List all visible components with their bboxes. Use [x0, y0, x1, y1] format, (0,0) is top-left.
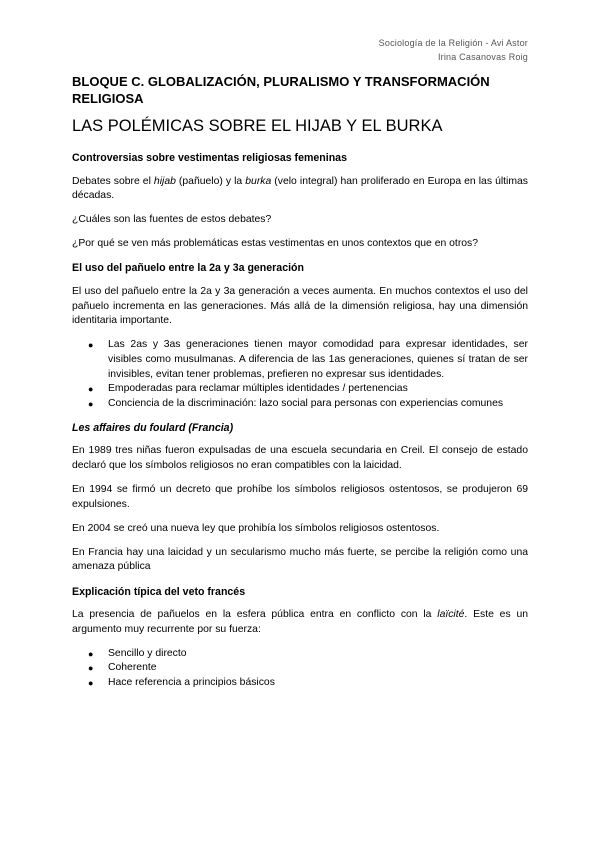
paragraph-question-1: ¿Cuáles son las fuentes de estos debates? — [72, 214, 272, 226]
text-italic-hijab: hijab — [153, 175, 176, 187]
paragraph-1994: En 1994 se firmó un decreto que prohíbe los símbolos religiosos ostentosos, se produjeron 69 expulsiones. — [72, 484, 528, 510]
text-run: Debates sobre el — [72, 175, 154, 187]
paragraph-1989: En 1989 tres niñas fueron expulsadas de una escuela secundaria en Creil. El consejo de estado declaró que los símbolos religiosos no eran compatibles con la laicidad. — [72, 445, 528, 471]
bullet-icon: ● — [88, 340, 94, 351]
bullet-list-generaciones — [72, 338, 528, 411]
list-item — [72, 338, 528, 382]
bullet-icon: ● — [88, 398, 94, 409]
bullet-icon: ● — [88, 648, 94, 659]
bullet-list-argumento — [72, 647, 528, 691]
page-header — [379, 36, 528, 64]
list-item-text: Conciencia de la discriminación: lazo social para personas con experiencias comunes — [108, 397, 504, 409]
paragraph-question-2: ¿Por qué se ven más problemáticas estas vestimentas en unos contextos que en otros? — [72, 238, 479, 250]
text-italic-laicite: laïcité — [437, 609, 465, 621]
bullet-icon: ● — [88, 663, 94, 674]
text-run: (pañuelo) y la — [175, 175, 246, 187]
text-run: La presencia de pañuelos en la esfera pública entra en conflicto con la — [72, 609, 438, 621]
text-italic-burka: burka — [245, 175, 272, 187]
list-item — [72, 647, 528, 662]
bullet-icon: ● — [88, 384, 94, 395]
list-item-text: Coherente — [108, 662, 157, 674]
list-item — [72, 661, 528, 676]
section-heading-affaires: Les affaires du foulard (Francia) — [72, 421, 234, 434]
paragraph-francia: En Francia hay una laicidad y un secularismo mucho más fuerte, se percibe la religión como una amenaza pública — [72, 546, 528, 573]
block-title: BLOQUE C. GLOBALIZACIÓN, PLURALISMO Y TRANSFORMACIÓN RELIGIOSA — [72, 74, 490, 106]
list-item-text: Las 2as y 3as generaciones tienen mayor comodidad para expresar identidades, ser visibles como musulmanas. A diferencia de las 1as generaciones, quienes sí tratan de ser invisibles, evitan tener problemas, prefieren no expresar sus identidades. — [108, 339, 528, 380]
paragraph-uso-panuelo: El uso del pañuelo entre la 2a y 3a generación a veces aumenta. En muchos contextos el uso del pañuelo incrementa en las generaciones. Más allá de la dimensión religiosa, hay una dimensión identitaria importante. — [72, 286, 528, 327]
main-title: LAS POLÉMICAS SOBRE EL HIJAB Y EL BURKA — [72, 117, 443, 135]
list-item — [72, 397, 528, 412]
text-run: (velo integral) han proliferado en Europa en las últimas décadas. — [72, 175, 528, 202]
paragraph-2004: En 2004 se creó una nueva ley que prohibía los símbolos religiosos ostentosos. — [72, 522, 440, 534]
section-heading-controversias: Controversias sobre vestimentas religiosas femeninas — [72, 152, 347, 164]
list-item — [72, 382, 528, 397]
header-course: Sociología de la Religión - Avi Astor — [378, 38, 528, 48]
section-heading-panuelo: El uso del pañuelo entre la 2a y 3a generación — [72, 262, 304, 275]
bullet-icon: ● — [88, 678, 94, 689]
section-heading-veto: Explicación típica del veto francés — [72, 585, 246, 598]
header-author: Irina Casanovas Roig — [437, 52, 528, 62]
list-item-text: Hace referencia a principios básicos — [108, 677, 275, 689]
paragraph-laicite — [72, 608, 528, 637]
list-item-text: Sencillo y directo — [108, 647, 187, 659]
text-run: . Este es un argumento muy recurrente por su fuerza: — [72, 609, 528, 635]
document-body — [72, 73, 528, 700]
list-item — [72, 676, 528, 691]
list-item-text: Empoderadas para reclamar múltiples identidades / pertenencias — [108, 383, 408, 395]
paragraph-debates — [72, 175, 528, 204]
